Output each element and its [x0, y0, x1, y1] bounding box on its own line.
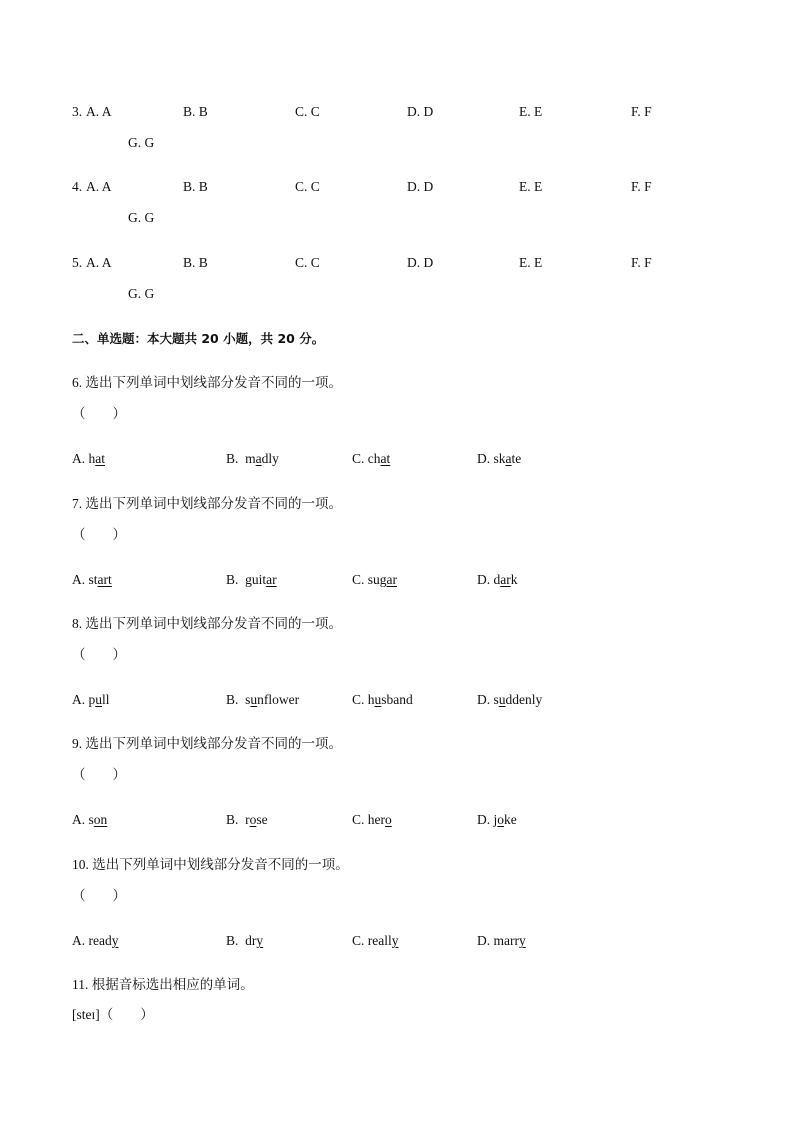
option-text: ll	[102, 692, 110, 707]
answer-option	[352, 692, 413, 708]
option-text: C. ch	[352, 451, 381, 466]
question-stem: 11. 根据音标选出相应的单词。	[72, 977, 254, 992]
underlined-letters: ar	[386, 572, 398, 587]
answer-option	[72, 933, 118, 949]
option-text: D. marr	[477, 933, 519, 948]
option-text: C. her	[352, 812, 385, 827]
answer-option	[477, 572, 518, 588]
answer-option	[72, 572, 112, 588]
option-text: B. dr	[226, 933, 257, 948]
answer-option	[226, 692, 299, 708]
option-text: B. guit	[226, 572, 267, 587]
option-text: te	[511, 451, 522, 466]
answer-option: B. B	[183, 104, 208, 119]
option-text: B. r	[226, 812, 250, 827]
underlined-letters: on	[93, 812, 108, 827]
item-number: 3.	[72, 104, 83, 119]
answer-option	[226, 933, 263, 949]
underlined-letters: at	[380, 451, 391, 466]
option-text: A. p	[72, 692, 96, 707]
answer-option: D. D	[407, 179, 434, 194]
option-text: C. h	[352, 692, 375, 707]
answer-option: C. C	[295, 255, 320, 270]
answer-option	[352, 451, 390, 467]
option-text: B. m	[226, 451, 256, 466]
question-stem: 7. 选出下列单词中划线部分发音不同的一项。	[72, 496, 342, 511]
option-text: D. s	[477, 692, 499, 707]
underlined-letters: ar	[500, 572, 511, 587]
answer-option	[72, 451, 105, 467]
underlined-letters: at	[95, 451, 105, 466]
answer-option: E. E	[519, 255, 543, 270]
answer-option: D. D	[407, 104, 434, 119]
underlined-letters: o	[249, 812, 257, 827]
answer-option: C. C	[295, 104, 320, 119]
answer-blank: （ ）	[72, 406, 126, 421]
answer-option	[226, 572, 277, 588]
underlined-letters: y	[111, 933, 119, 948]
underlined-letters: art	[97, 572, 112, 587]
question-stem: 10. 选出下列单词中划线部分发音不同的一项。	[72, 857, 349, 872]
answer-option	[477, 451, 521, 467]
option-text: se	[256, 812, 268, 827]
answer-option: A. A	[86, 179, 112, 194]
question-stem: 6. 选出下列单词中划线部分发音不同的一项。	[72, 375, 342, 390]
option-text: A. s	[72, 812, 94, 827]
option-text: k	[510, 572, 518, 587]
option-text: C. sug	[352, 572, 387, 587]
answer-option	[226, 812, 268, 828]
option-text: B. s	[226, 692, 251, 707]
answer-option	[352, 812, 392, 828]
underlined-letters: ar	[266, 572, 277, 587]
answer-option: E. E	[519, 104, 543, 119]
answer-blank: （ ）	[72, 647, 126, 662]
answer-option	[477, 933, 526, 949]
answer-option	[352, 572, 397, 588]
answer-option: G. G	[128, 210, 155, 225]
answer-option	[477, 812, 517, 828]
question-stem: 8. 选出下列单词中划线部分发音不同的一项。	[72, 616, 342, 631]
answer-option	[352, 933, 399, 949]
underlined-letters: y	[256, 933, 264, 948]
option-text: D. j	[477, 812, 498, 827]
option-text: nflower	[257, 692, 300, 707]
answer-blank: （ ）	[72, 527, 126, 542]
answer-option	[72, 692, 110, 708]
answer-option	[477, 692, 542, 708]
answer-option: G. G	[128, 286, 155, 301]
underlined-letters: y	[391, 933, 399, 948]
item-number: 5.	[72, 255, 83, 270]
answer-option: C. C	[295, 179, 320, 194]
option-text: dly	[261, 451, 279, 466]
option-text: sband	[381, 692, 413, 707]
answer-option: B. B	[183, 179, 208, 194]
answer-option: E. E	[519, 179, 543, 194]
answer-option: A. A	[86, 255, 112, 270]
answer-option	[226, 451, 279, 467]
answer-option: F. F	[631, 255, 652, 270]
underlined-letters: u	[498, 692, 506, 707]
answer-blank: （ ）	[72, 888, 126, 903]
underlined-letters: y	[518, 933, 526, 948]
option-text: D. d	[477, 572, 501, 587]
option-text: A. h	[72, 451, 96, 466]
question-stem: 9. 选出下列单词中划线部分发音不同的一项。	[72, 736, 342, 751]
option-text: A. st	[72, 572, 98, 587]
answer-option: F. F	[631, 179, 652, 194]
underlined-letters: u	[374, 692, 382, 707]
answer-blank: （ ）	[72, 767, 126, 782]
answer-option: A. A	[86, 104, 112, 119]
phonetic-prompt: [steɪ]（ ）	[72, 1007, 154, 1022]
answer-option: G. G	[128, 135, 155, 150]
underlined-letters: u	[95, 692, 102, 707]
underlined-letters: o	[497, 812, 504, 827]
underlined-letters: a	[255, 451, 262, 466]
underlined-letters: u	[250, 692, 258, 707]
option-text: C. reall	[352, 933, 392, 948]
answer-option	[72, 812, 107, 828]
answer-option: D. D	[407, 255, 434, 270]
item-number: 4.	[72, 179, 83, 194]
underlined-letters: a	[505, 451, 512, 466]
answer-option: F. F	[631, 104, 652, 119]
option-text: ddenly	[505, 692, 543, 707]
option-text: D. sk	[477, 451, 506, 466]
option-text: ke	[504, 812, 517, 827]
option-text: A. read	[72, 933, 112, 948]
answer-option: B. B	[183, 255, 208, 270]
section-heading: 二、单选题：本大题共 20 小题，共 20 分。	[72, 331, 325, 346]
underlined-letters: o	[385, 812, 392, 827]
